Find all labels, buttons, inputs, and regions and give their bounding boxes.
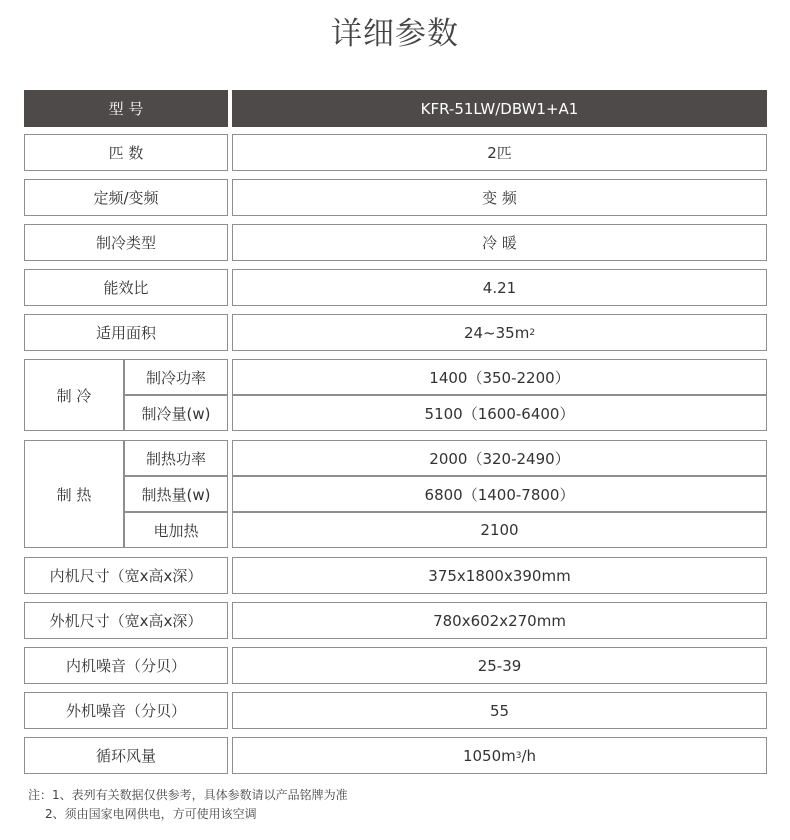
row-value-airflow: 1050m 3 /h: [232, 737, 767, 774]
heating-capacity-label: 制热量(w): [124, 476, 228, 512]
footnote-1: 注：1、表列有关数据仅供参考，具体参数请以产品铭牌为准: [28, 788, 348, 802]
area-value-text: 24~35m: [463, 323, 530, 342]
row-value-inverter: 变 频: [232, 179, 767, 216]
row-value-efficiency: 4.21: [232, 269, 767, 306]
airflow-value-text: 1050m: [462, 746, 516, 765]
row-label-airflow: 循环风量: [24, 737, 228, 774]
row-value-horsepower: 2匹: [232, 134, 767, 171]
cooling-power-value: 1400（350-2200）: [232, 359, 767, 395]
row-label-horsepower: 匹 数: [24, 134, 228, 171]
group-label-cooling: 制 冷: [24, 359, 124, 431]
cooling-capacity-label: 制冷量(w): [124, 395, 228, 431]
electric-heating-label: 电加热: [124, 512, 228, 548]
row-label-area: 适用面积: [24, 314, 228, 351]
row-label-outdoor-size: 外机尺寸（宽x高x深）: [24, 602, 228, 639]
heating-power-label: 制热功率: [124, 440, 228, 476]
row-value-outdoor-size: 780x602x270mm: [232, 602, 767, 639]
row-label-cooling-type: 制冷类型: [24, 224, 228, 261]
row-label-indoor-noise: 内机噪音（分贝）: [24, 647, 228, 684]
row-value-cooling-type: 冷 暖: [232, 224, 767, 261]
row-label-indoor-size: 内机尺寸（宽x高x深）: [24, 557, 228, 594]
page-title: 详细参数: [331, 16, 459, 52]
electric-heating-value: 2100: [232, 512, 767, 548]
row-value-outdoor-noise: 55: [232, 692, 767, 729]
airflow-value-suffix: /h: [521, 746, 537, 765]
footnotes: [28, 786, 348, 824]
heating-capacity-value: 6800（1400-7800）: [232, 476, 767, 512]
row-label-outdoor-noise: 外机噪音（分贝）: [24, 692, 228, 729]
row-label-inverter: 定频/变频: [24, 179, 228, 216]
header-model-label: 型 号: [24, 90, 228, 127]
heating-power-value: 2000（320-2490）: [232, 440, 767, 476]
row-label-efficiency: 能效比: [24, 269, 228, 306]
footnote-2: 2、须由国家电网供电，方可使用该空调: [45, 807, 257, 821]
row-value-indoor-noise: 25-39: [232, 647, 767, 684]
row-value-indoor-size: 375x1800x390mm: [232, 557, 767, 594]
cooling-power-label: 制冷功率: [124, 359, 228, 395]
row-value-area: 24~35m 2: [232, 314, 767, 351]
cooling-capacity-value: 5100（1600-6400）: [232, 395, 767, 431]
group-label-heating: 制 热: [24, 440, 124, 548]
header-model-value: KFR-51LW/DBW1+A1: [232, 90, 767, 127]
